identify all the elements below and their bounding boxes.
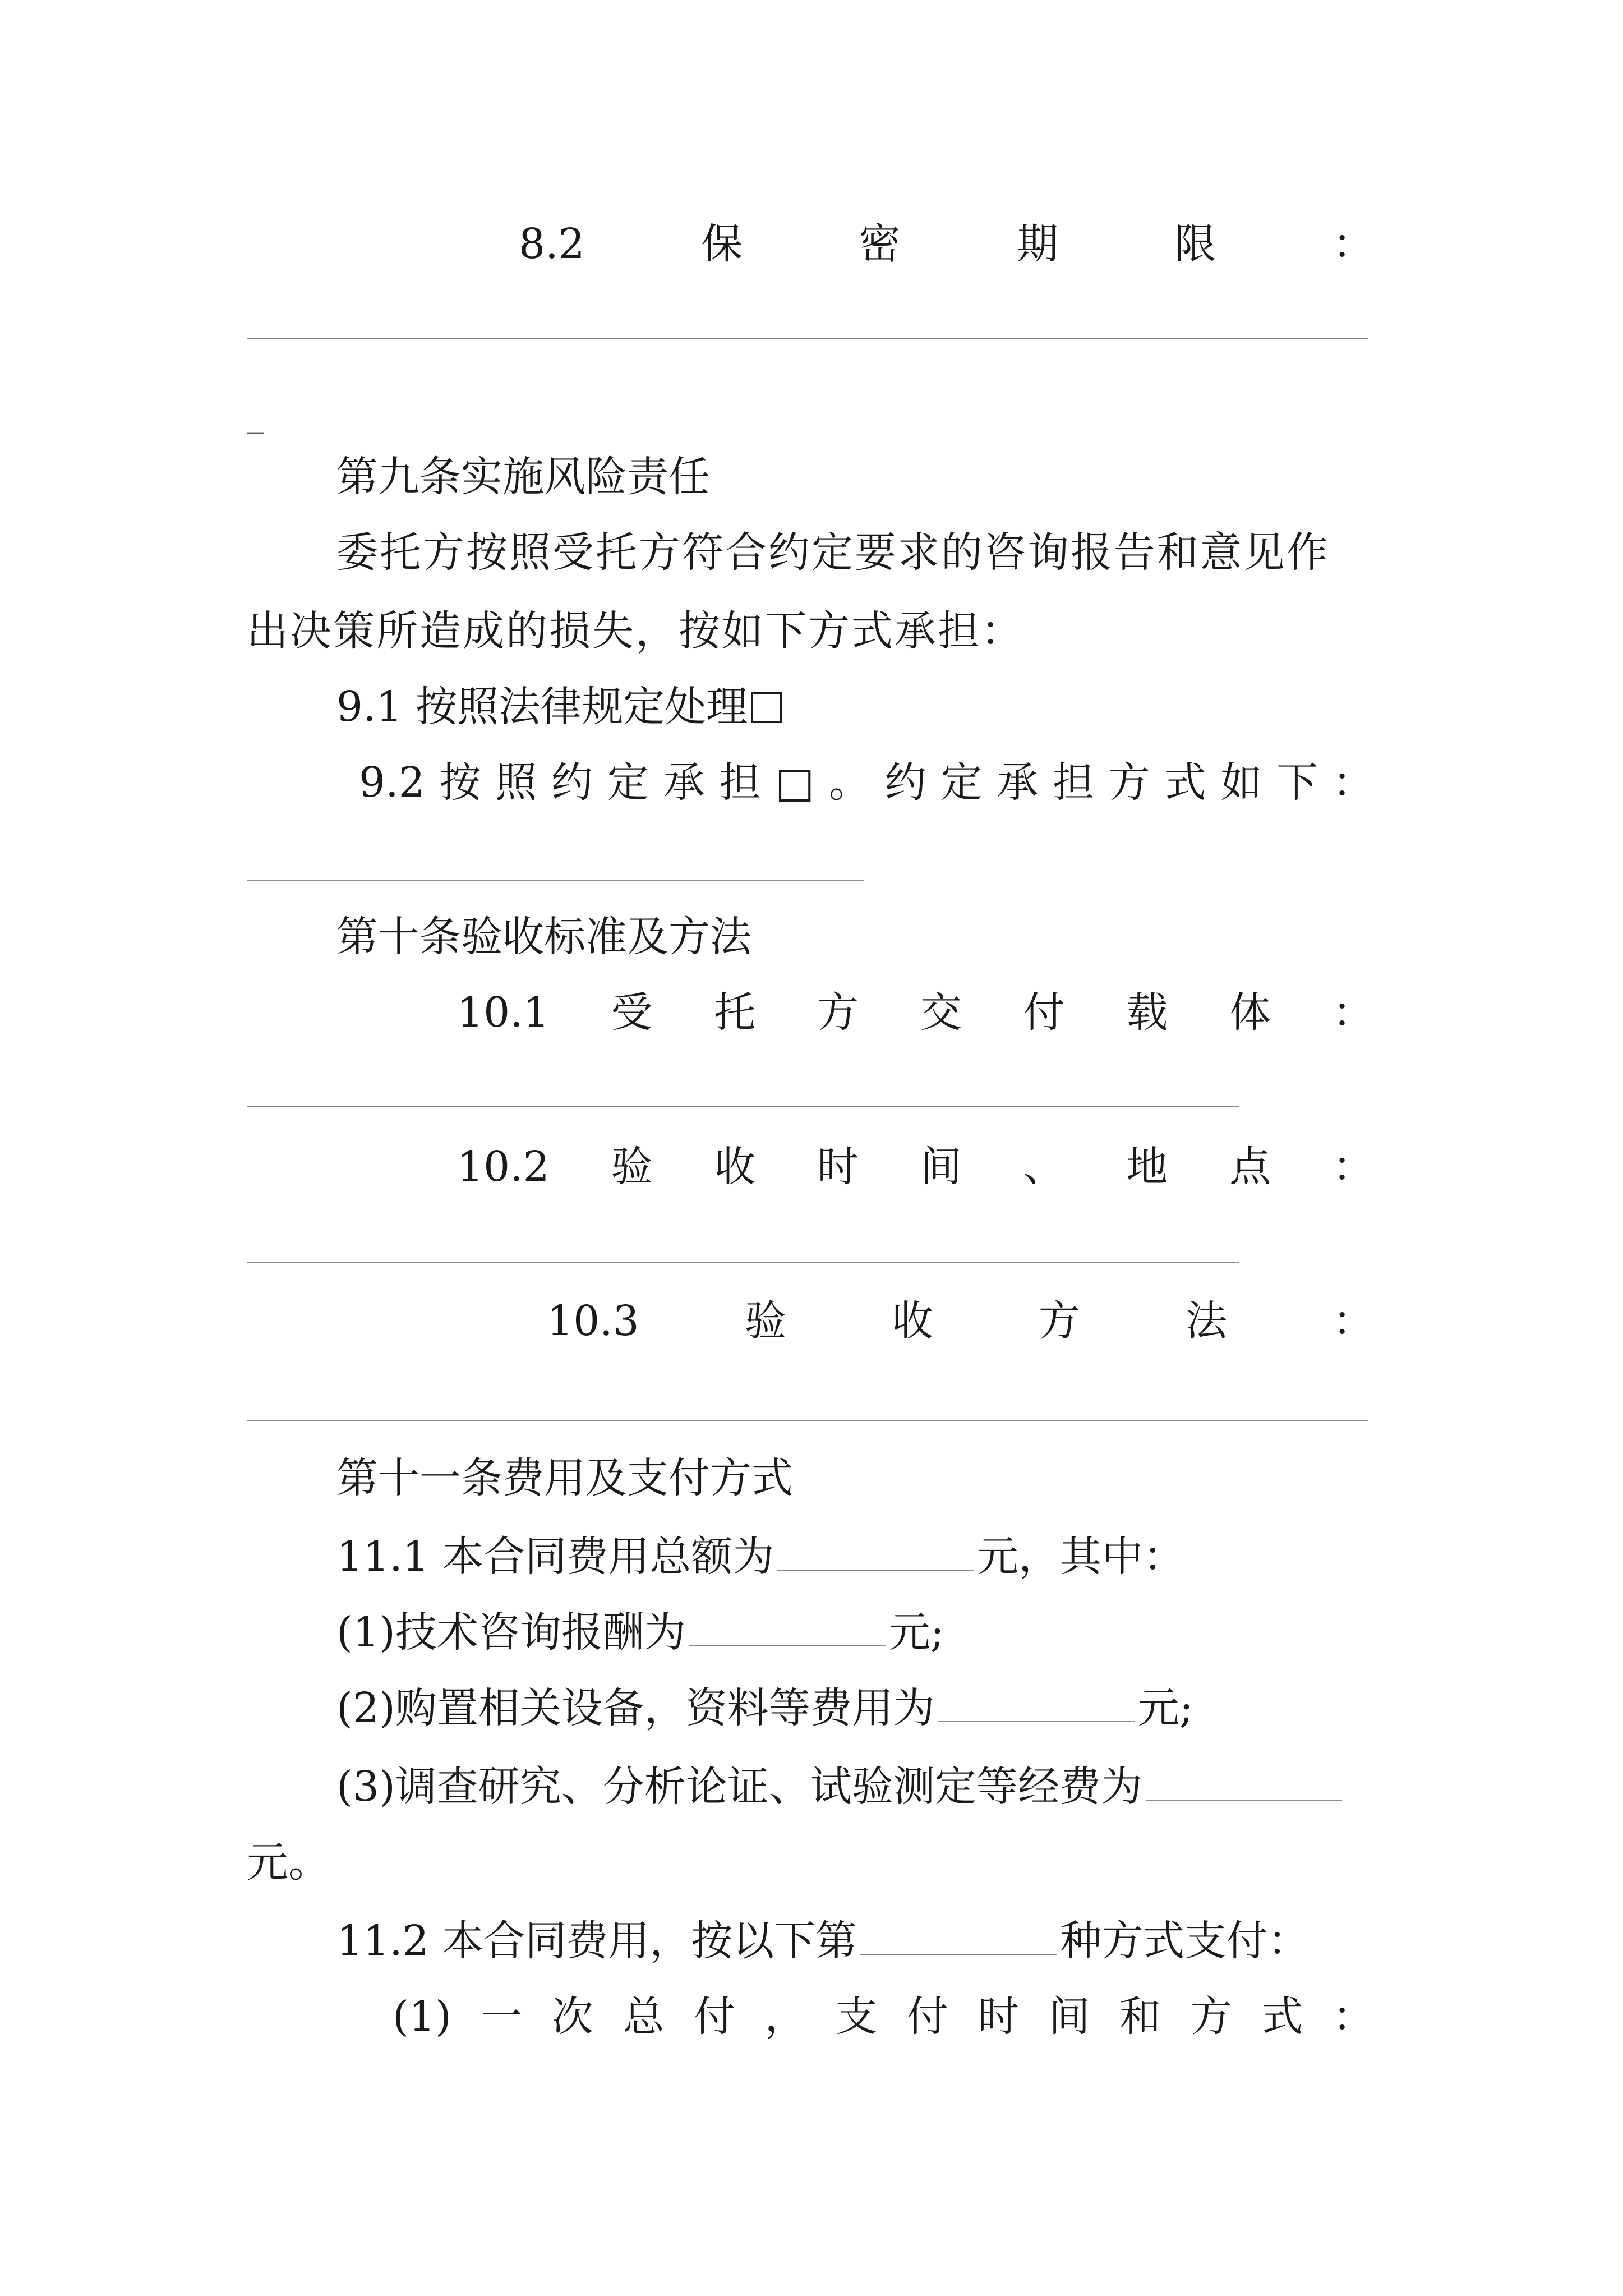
clause-10-2-char: 时 bbox=[817, 1143, 859, 1191]
option-9-2-token: 如 bbox=[1220, 758, 1262, 807]
total-amount-blank[interactable] bbox=[777, 1529, 974, 1571]
fee-item-3-tail: 元。 bbox=[247, 1838, 330, 1887]
clause-11-2-suffix: 种方式支付： bbox=[1060, 1917, 1310, 1965]
option-9-2-token: 按 bbox=[439, 758, 481, 807]
clause-10-1-char: 体 bbox=[1229, 988, 1271, 1037]
clause-10-2-char: 收 bbox=[714, 1143, 756, 1191]
clause-8-2-char: 限 bbox=[1174, 220, 1216, 268]
clause-10-3-char: 验 bbox=[744, 1297, 786, 1345]
payment-option-1-token: 总 bbox=[623, 1993, 665, 2041]
clause-10-2-char: 点 bbox=[1229, 1143, 1271, 1191]
clause-8-2-char: 期 bbox=[1017, 220, 1059, 268]
equipment-fee-blank[interactable] bbox=[938, 1681, 1135, 1722]
option-9-2-token: 承 bbox=[663, 758, 705, 807]
fill-in-rule bbox=[247, 880, 864, 881]
consulting-fee-blank[interactable] bbox=[689, 1605, 886, 1646]
clause-10-1-number: 10.1 bbox=[457, 988, 550, 1037]
clause-11-2-line bbox=[336, 1913, 1374, 1969]
clause-10-2-char: 验 bbox=[611, 1143, 653, 1191]
fee-item-2-line bbox=[336, 1680, 1374, 1736]
clause-10-3-colon: ： bbox=[1332, 1297, 1374, 1345]
option-9-2-line bbox=[359, 754, 1374, 811]
fee-item-3-text: (3)调查研究、分析论证、试验测定等经费为 bbox=[336, 1763, 1142, 1811]
option-9-2-token: 方 bbox=[1108, 758, 1150, 807]
clause-10-2-char: 地 bbox=[1126, 1143, 1168, 1191]
clause-10-2-number: 10.2 bbox=[457, 1143, 550, 1191]
clause-8-2-number: 8.2 bbox=[519, 220, 585, 268]
payment-option-1-token: 付 bbox=[906, 1993, 948, 2041]
payment-option-1-token: (1) bbox=[393, 1993, 451, 2041]
clause-10-1-char: 载 bbox=[1126, 988, 1168, 1037]
fee-item-1-text: (1)技术咨询报酬为 bbox=[336, 1608, 686, 1657]
payment-option-1-token: 时 bbox=[978, 1993, 1020, 2041]
payment-method-blank[interactable] bbox=[860, 1913, 1057, 1955]
option-9-2-token: 承 bbox=[997, 758, 1039, 807]
clause-10-1-char: 托 bbox=[714, 988, 756, 1037]
clause-8-2-colon: ： bbox=[1332, 220, 1374, 268]
article-9-heading: 第九条实施风险责任 bbox=[336, 453, 710, 501]
clause-10-3-char: 收 bbox=[891, 1297, 933, 1345]
clause-10-3-char: 方 bbox=[1038, 1297, 1080, 1345]
option-9-2-token: □ bbox=[775, 758, 815, 807]
option-9-1-line bbox=[336, 679, 1374, 735]
fee-item-1-suffix: 元; bbox=[888, 1608, 944, 1657]
clause-10-1-char: 交 bbox=[920, 988, 962, 1037]
fill-in-rule bbox=[247, 338, 1368, 339]
clause-10-3-number: 10.3 bbox=[547, 1297, 639, 1345]
clause-11-1-text: 11.1 本合同费用总额为 bbox=[336, 1533, 774, 1581]
article-10-heading: 第十条验收标准及方法 bbox=[336, 913, 751, 961]
research-fee-blank[interactable] bbox=[1146, 1759, 1342, 1801]
fill-in-rule bbox=[247, 1106, 1239, 1107]
clause-10-1-char: 付 bbox=[1023, 988, 1065, 1037]
option-9-2-token: 下 bbox=[1276, 758, 1318, 807]
option-9-1-text: 9.1 按照法律规定处理 bbox=[336, 683, 748, 731]
option-9-2-token: 式 bbox=[1164, 758, 1206, 807]
option-9-2-token: 定 bbox=[607, 758, 649, 807]
fee-item-3-line bbox=[336, 1759, 1374, 1815]
fee-item-1-line bbox=[336, 1604, 1374, 1660]
clause-11-1-line bbox=[336, 1529, 1374, 1585]
payment-option-1-token: 支 bbox=[836, 1993, 878, 2041]
clause-10-2-line bbox=[457, 1139, 1374, 1195]
option-9-2-token: 照 bbox=[495, 758, 537, 807]
clause-10-1-colon: ： bbox=[1332, 988, 1374, 1037]
clause-10-1-char: 受 bbox=[611, 988, 653, 1037]
clause-10-2-char: 、 bbox=[1023, 1143, 1065, 1191]
clause-8-2-char: 密 bbox=[859, 220, 901, 268]
option-9-2-token: 约 bbox=[884, 758, 926, 807]
clause-8-2-char: 保 bbox=[701, 220, 743, 268]
payment-option-1-token: ， bbox=[764, 1993, 806, 2041]
option-9-2-token: 。 bbox=[828, 758, 870, 807]
option-9-2-token: ： bbox=[1332, 758, 1374, 807]
option-9-2-token: 9.2 bbox=[359, 758, 425, 807]
option-9-2-token: 担 bbox=[719, 758, 761, 807]
clause-10-3-char: 法 bbox=[1185, 1297, 1227, 1345]
option-9-2-token: 定 bbox=[940, 758, 983, 807]
clause-11-1-suffix: 元，其中： bbox=[977, 1533, 1185, 1581]
payment-option-1-token: 间 bbox=[1048, 1993, 1090, 2041]
fill-in-rule bbox=[247, 1262, 1239, 1263]
payment-option-1-token: 式 bbox=[1261, 1993, 1303, 2041]
article-11-heading: 第十一条费用及支付方式 bbox=[336, 1454, 793, 1502]
clause-10-2-char: 间 bbox=[920, 1143, 962, 1191]
fill-in-rule bbox=[247, 1420, 1368, 1421]
clause-8-2-line bbox=[519, 216, 1374, 272]
payment-option-1-token: 付 bbox=[694, 1993, 736, 2041]
clause-8-2-overflow-mark: _ bbox=[247, 395, 264, 435]
clause-10-1-line bbox=[457, 984, 1374, 1041]
article-9-paragraph-line-1: 委托方按照受托方符合约定要求的咨询报告和意见作 bbox=[336, 528, 1330, 577]
clause-11-2-text: 11.2 本合同费用，按以下第 bbox=[336, 1917, 857, 1965]
fee-item-2-suffix: 元; bbox=[1137, 1684, 1193, 1732]
fee-item-2-text: (2)购置相关设备，资料等费用为 bbox=[336, 1684, 935, 1732]
payment-option-1-token: 次 bbox=[551, 1993, 593, 2041]
clause-10-1-char: 方 bbox=[817, 988, 859, 1037]
payment-option-1-token: 一 bbox=[481, 1993, 523, 2041]
option-9-2-token: 担 bbox=[1052, 758, 1094, 807]
clause-10-2-colon: ： bbox=[1332, 1143, 1374, 1191]
checkbox-9-1[interactable] bbox=[751, 692, 782, 723]
payment-option-1-token: 和 bbox=[1119, 1993, 1161, 2041]
option-9-2-token: 约 bbox=[551, 758, 593, 807]
payment-option-1-token: ： bbox=[1332, 1993, 1374, 2041]
clause-10-3-line bbox=[547, 1293, 1374, 1349]
article-9-paragraph-line-2: 出决策所造成的损失，按如下方式承担： bbox=[247, 607, 1024, 655]
payment-option-1-token: 方 bbox=[1190, 1993, 1232, 2041]
payment-option-1-line bbox=[393, 1989, 1374, 2045]
